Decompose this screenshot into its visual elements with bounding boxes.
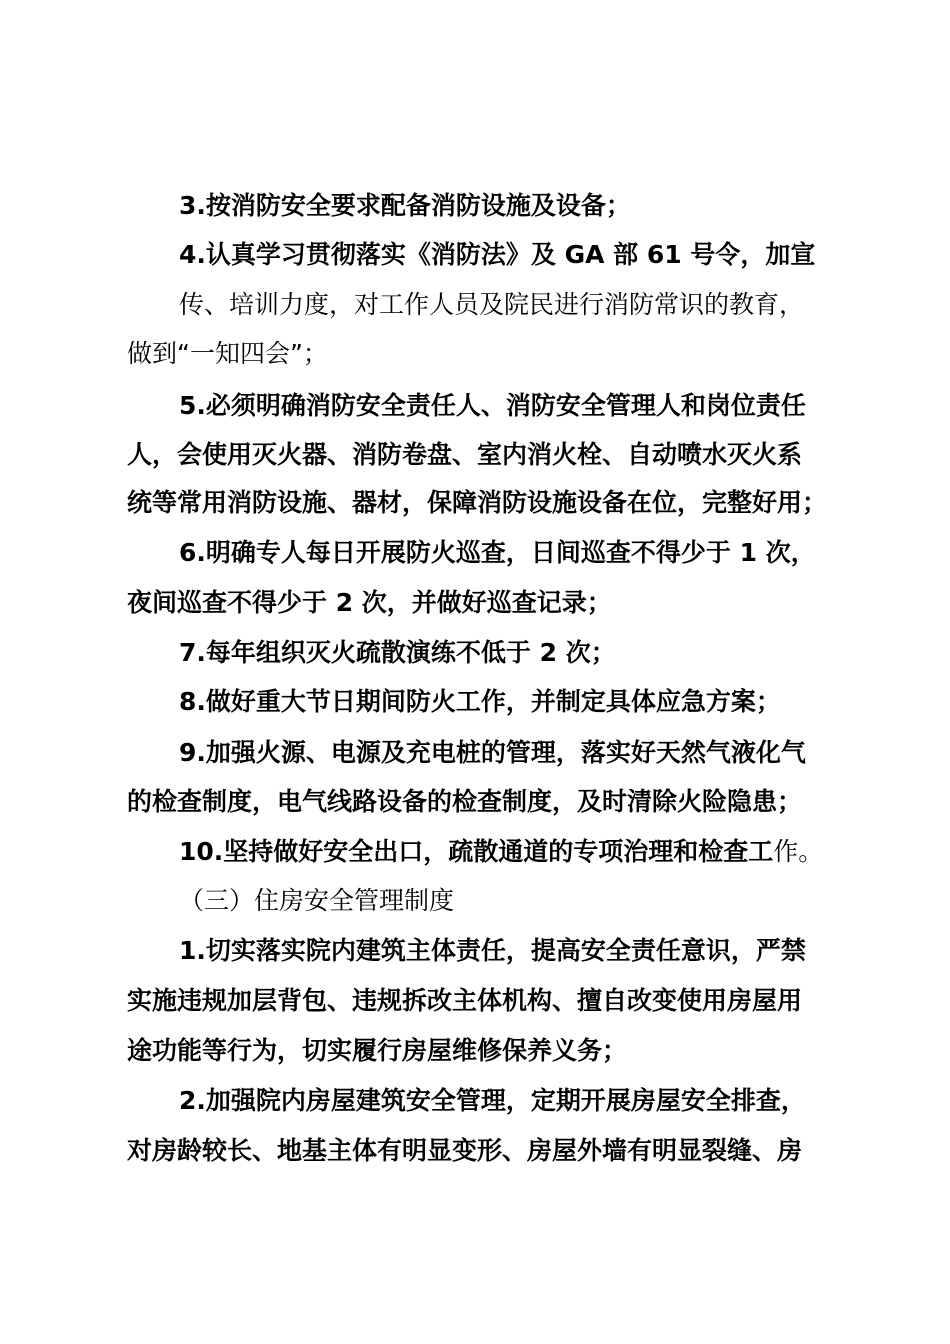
- text-line: [127, 338, 328, 370]
- text-line: [179, 686, 781, 718]
- text-line: [179, 537, 816, 569]
- text-segment: 传、培训力度，对工作人员及院民进行消防常识的教育，: [179, 290, 805, 319]
- text-line: [127, 587, 612, 619]
- text-line: [127, 1035, 627, 1067]
- text-line: [127, 1135, 802, 1167]
- text-segment: 7.每年组织灭火疏散演练不低于 2 次；: [179, 638, 616, 667]
- text-segment: 6.明确专人每日开展防火巡查，日间巡查不得少于 1 次，: [179, 538, 816, 567]
- text-segment: 实施违规加层背包、违规拆改主体机构、擅自改变使用房屋用: [127, 986, 803, 1015]
- text-segment: 2.加强院内房屋建筑安全管理，定期开展房屋安全排查，: [179, 1086, 806, 1115]
- text-line: [127, 439, 802, 471]
- text-segment: 夜间巡查不得少于 2 次，并做好巡查记录；: [127, 588, 612, 617]
- text-line: [179, 239, 815, 271]
- text-segment: 10.坚持做好安全出口，疏散通道的专项治理和检查工: [179, 837, 774, 866]
- text-line: [127, 786, 802, 818]
- text-segment: 统等常用消防设施、器材，保障消防设施设备在位，完整好用；: [127, 488, 828, 517]
- text-line: [127, 985, 802, 1017]
- text-line: [179, 637, 616, 669]
- text-segment: 8.做好重大节日期间防火工作，并制定具体应急方案；: [179, 687, 781, 716]
- section-heading: [179, 885, 454, 917]
- text-segment: 人，会使用灭火器、消防卷盘、室内消火栓、自动喷水灭火系: [127, 440, 803, 469]
- text-segment: 4.认真学习贯彻落实《消防法》及 GA 部 61 号令，加宣: [179, 240, 816, 269]
- text-segment: 5.必须明确消防安全责任人、消防安全管理人和岗位责任: [179, 391, 806, 420]
- text-segment: 3.按消防安全要求配备消防设施及设备；: [179, 191, 631, 220]
- text-segment: 的检查制度，电气线路设备的检查制度，及时清除火险隐患；: [127, 787, 803, 816]
- text-line: [179, 935, 806, 967]
- text-segment: 作。: [773, 837, 824, 866]
- text-segment: （三）住房安全管理制度: [179, 886, 455, 915]
- text-line: [127, 487, 827, 519]
- text-line: [179, 390, 806, 422]
- text-line: [179, 289, 804, 321]
- text-segment: 途功能等行为，切实履行房屋维修保养义务；: [127, 1036, 628, 1065]
- text-line: [179, 836, 823, 868]
- text-segment: 9.加强火源、电源及充电桩的管理，落实好天然气液化气: [179, 738, 806, 767]
- text-line: [179, 190, 631, 222]
- text-segment: 1.切实落实院内建筑主体责任，提高安全责任意识，严禁: [179, 936, 806, 965]
- text-line: [179, 737, 806, 769]
- text-segment: 做到“一知四会”；: [127, 339, 328, 368]
- text-line: [179, 1085, 806, 1117]
- text-segment: 对房龄较长、地基主体有明显变形、房屋外墙有明显裂缝、房: [127, 1136, 803, 1165]
